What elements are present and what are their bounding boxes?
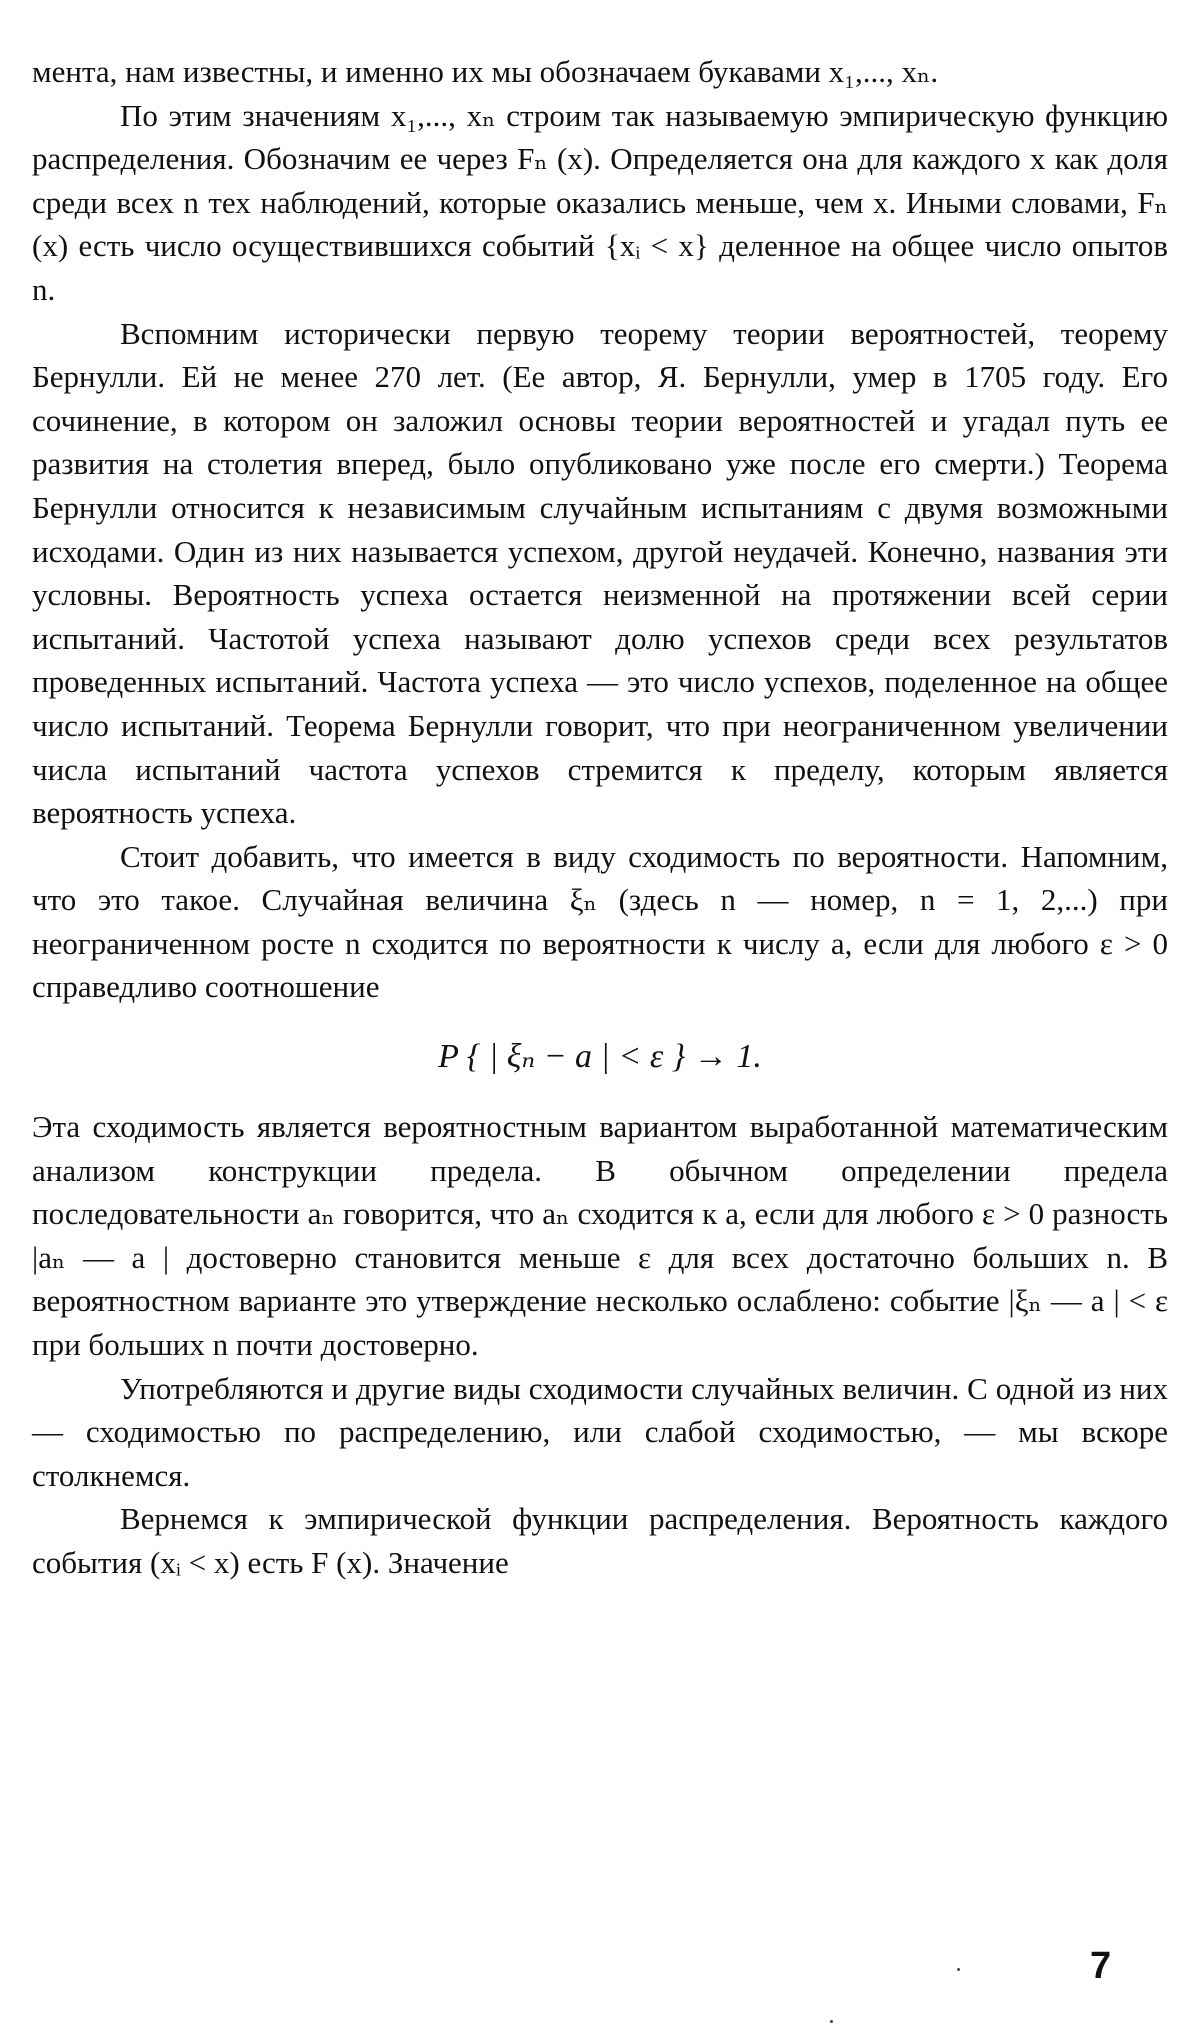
page-number: 7 <box>1090 1945 1112 1987</box>
paragraph-2: По этим значениям x₁,..., xₙ строим так называемую эмпирическую функцию распределения. Обозначим ее через Fₙ (x). Определяется она для каждого x как доля среди всех n тех наблюдений, которые оказались меньше, чем x. Иными словами, Fₙ (x) есть число осуществившихся событий {xᵢ < x} деленное на общее число опытов n. <box>32 97 1168 307</box>
scan-speck <box>830 2020 833 2023</box>
paragraph-5: Эта сходимость является вероятностным вариантом выработанной математическим анализом конструкции предела. В обычном определении предела последовательности aₙ говорится, что aₙ сходится к a, если для любого ε > 0 разность |aₙ — a | достоверно становится меньше ε для всех достаточно больших n. В вероятностном варианте это утверждение несколько ослаблено: событие |ξₙ — a | < ε при больших n почти достоверно. <box>32 1109 1168 1363</box>
paragraph-7: Вернемся к эмпирической функции распределения. Вероятность каждого события (xᵢ < x) есть F (x). Значение <box>32 1501 1168 1580</box>
paragraph-1: мента, нам известны, и именно их мы обозначаем букавами x₁,..., xₙ. <box>32 54 939 89</box>
scan-speck <box>957 1968 960 1971</box>
paragraph-3: Вспомним исторически первую теорему теории вероятностей, теорему Бернулли. Ей не менее 270 лет. (Ее автор, Я. Бернулли, умер в 1705 году. Его сочинение, в котором он заложил основы теории вероятностей и угадал путь ее развития на столетия вперед, было опубликовано уже после его смерти.) Теорема Бернулли относится к независимым случайным испытаниям с двумя возможными исходами. Один из них называется успехом, другой неудачей. Конечно, названия эти условны. Вероятность успеха остается неизменной на протяжении всей серии испытаний. Частотой успеха называют долю успехов среди всех результатов проведенных испытаний. Частота успеха — это число успехов, поделенное на общее число испытаний. Теорема Бернулли говорит, что при неограниченном увеличении числа испытаний частота успехов стремится к пределу, которым является вероятность успеха. <box>32 315 1168 831</box>
formula-convergence: P { | ξₙ − a | < ε } → 1. <box>438 1038 762 1076</box>
paragraph-6: Употребляются и другие виды сходимости случайных величин. С одной из них — сходимостью по распределению, или слабой сходимостью, — мы вскоре столкнемся. <box>32 1370 1168 1493</box>
paragraph-4: Стоит добавить, что имеется в виду сходимость по вероятности. Напомним, что это такое. Случайная величина ξₙ (здесь n — номер, n = 1, 2,...) при неограниченном росте n сходится по вероятности к числу a, если для любого ε > 0 справедливо соотношение <box>32 838 1168 1005</box>
text-column <box>32 50 1168 1585</box>
